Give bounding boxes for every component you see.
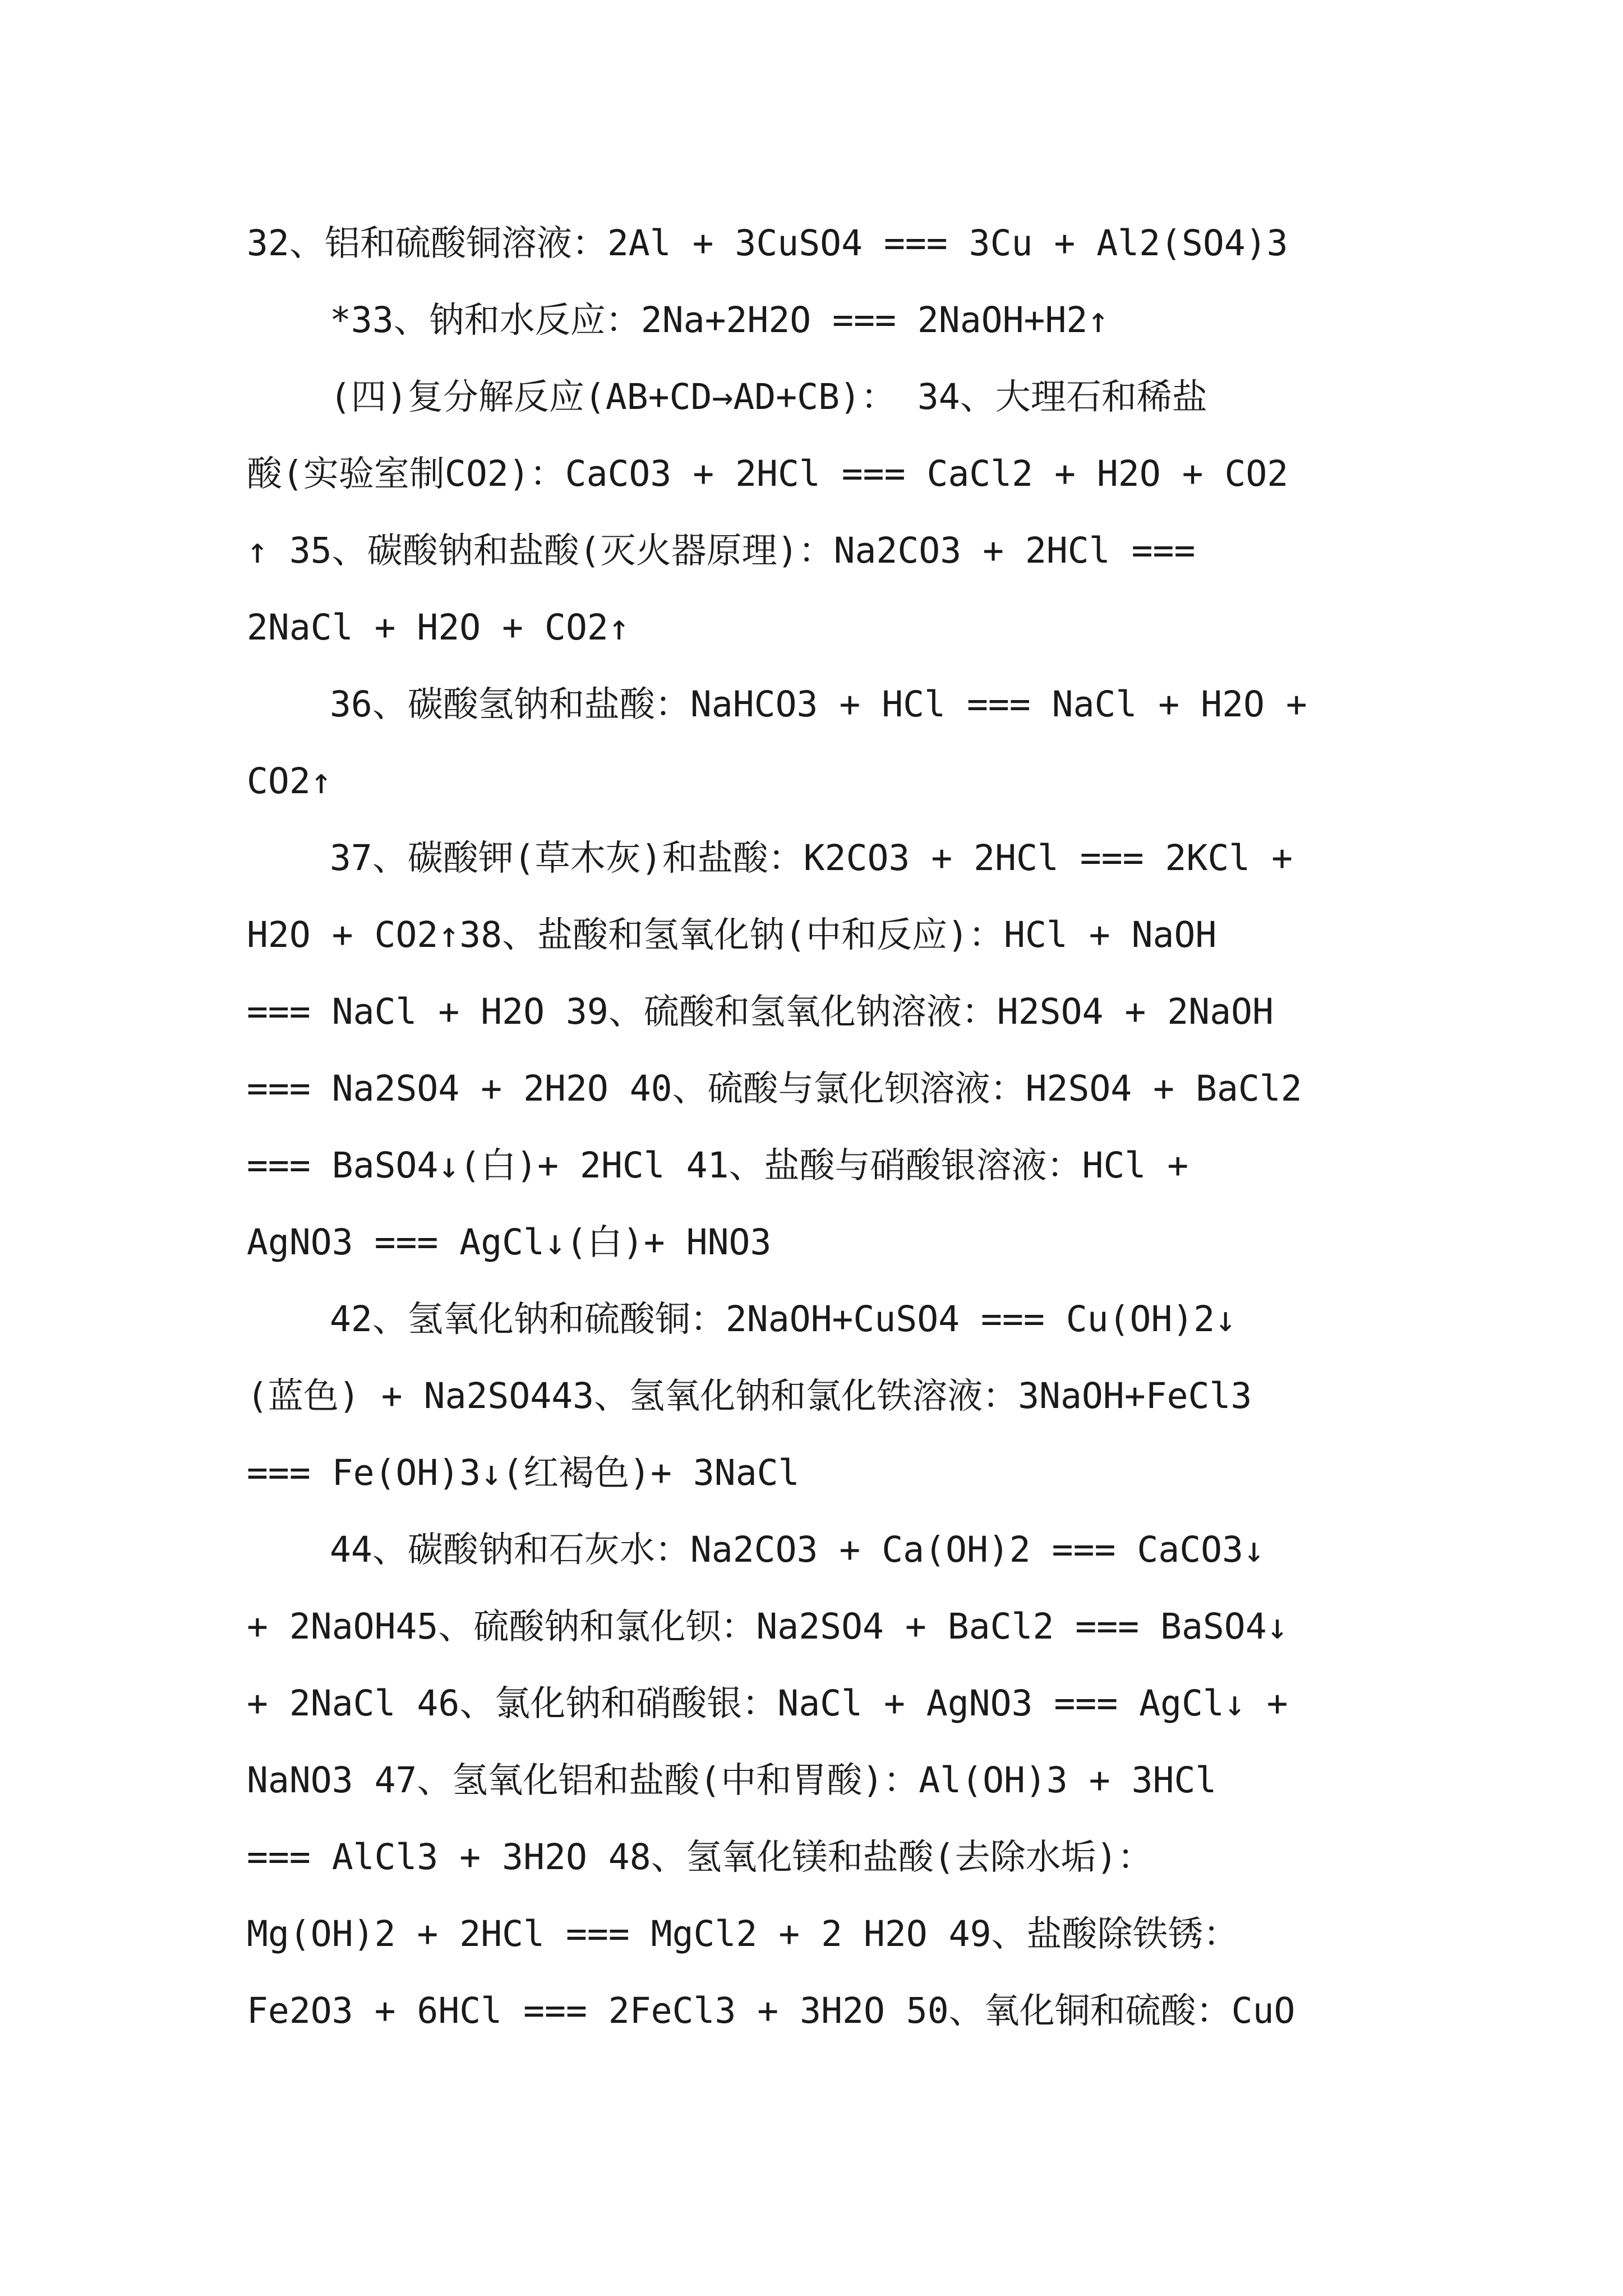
text-line-42: 42、氢氧化钠和硫酸铜：2NaOH+CuSO4 === Cu(OH)2↓: [330, 1299, 1237, 1340]
text-line-45: + 2NaOH45、硫酸钠和氯化钡：Na2SO4 + BaCl2 === BaSO4↓: [247, 1606, 1288, 1647]
text-line-32: 32、铝和硫酸铜溶液：2Al + 3CuSO4 === 3Cu + Al2(SO4)3: [247, 223, 1288, 264]
text-line-48: === AlCl3 + 3H2O 48、氢氧化镁和盐酸(去除水垢)：: [247, 1837, 1153, 1878]
text-line-35-cont: 2NaCl + H2O + CO2↑: [247, 607, 630, 648]
text-line-33: *33、钠和水反应：2Na+2H2O === 2NaOH+H2↑: [330, 300, 1109, 341]
text-line-50: Fe2O3 + 6HCl === 2FeCl3 + 3H2O 50、氧化铜和硫酸：CuO: [247, 1990, 1295, 2031]
text-line-36: 36、碳酸氢钠和盐酸：NaHCO3 + HCl === NaCl + H2O +: [330, 684, 1307, 725]
text-line-34-heading: (四)复分解反应(AB+CD→AD+CB)： 34、大理石和稀盐: [330, 376, 1207, 417]
text-line-40: === Na2SO4 + 2H2O 40、硫酸与氯化钡溶液：H2SO4 + BaCl2: [247, 1068, 1302, 1109]
text-line-37: 37、碳酸钾(草木灰)和盐酸：K2CO3 + 2HCl === 2KCl +: [330, 838, 1293, 878]
document-body: [247, 205, 1385, 2049]
text-line-44: 44、碳酸钠和石灰水：Na2CO3 + Ca(OH)2 === CaCO3↓: [330, 1529, 1265, 1570]
text-line-43-cont: === Fe(OH)3↓(红褐色)+ 3NaCl: [247, 1452, 800, 1493]
text-line-46: + 2NaCl 46、氯化钠和硝酸银：NaCl + AgNO3 === AgCl↓ +: [247, 1683, 1288, 1724]
text-line-39: === NaCl + H2O 39、硫酸和氢氧化钠溶液：H2SO4 + 2NaOH: [247, 991, 1274, 1032]
text-line-47: NaNO3 47、氢氧化铝和盐酸(中和胃酸)：Al(OH)3 + 3HCl: [247, 1760, 1217, 1801]
text-line-41: === BaSO4↓(白)+ 2HCl 41、盐酸与硝酸银溶液：HCl +: [247, 1145, 1189, 1186]
text-line-41-cont: AgNO3 === AgCl↓(白)+ HNO3: [247, 1222, 772, 1263]
text-line-36-cont: CO2↑: [247, 761, 332, 802]
text-line-34: 酸(实验室制CO2)：CaCO3 + 2HCl === CaCl2 + H2O + CO2: [247, 453, 1289, 494]
text-line-43: (蓝色) + Na2SO443、氢氧化钠和氯化铁溶液：3NaOH+FeCl3: [247, 1375, 1252, 1416]
text-line-38: H2O + CO2↑38、盐酸和氢氧化钠(中和反应)：HCl + NaOH: [247, 914, 1217, 955]
text-line-35: ↑ 35、碳酸钠和盐酸(灭火器原理)：Na2CO3 + 2HCl ===: [247, 530, 1196, 571]
text-line-49: Mg(OH)2 + 2HCl === MgCl2 + 2 H2O 49、盐酸除铁锈：: [247, 1913, 1239, 1954]
